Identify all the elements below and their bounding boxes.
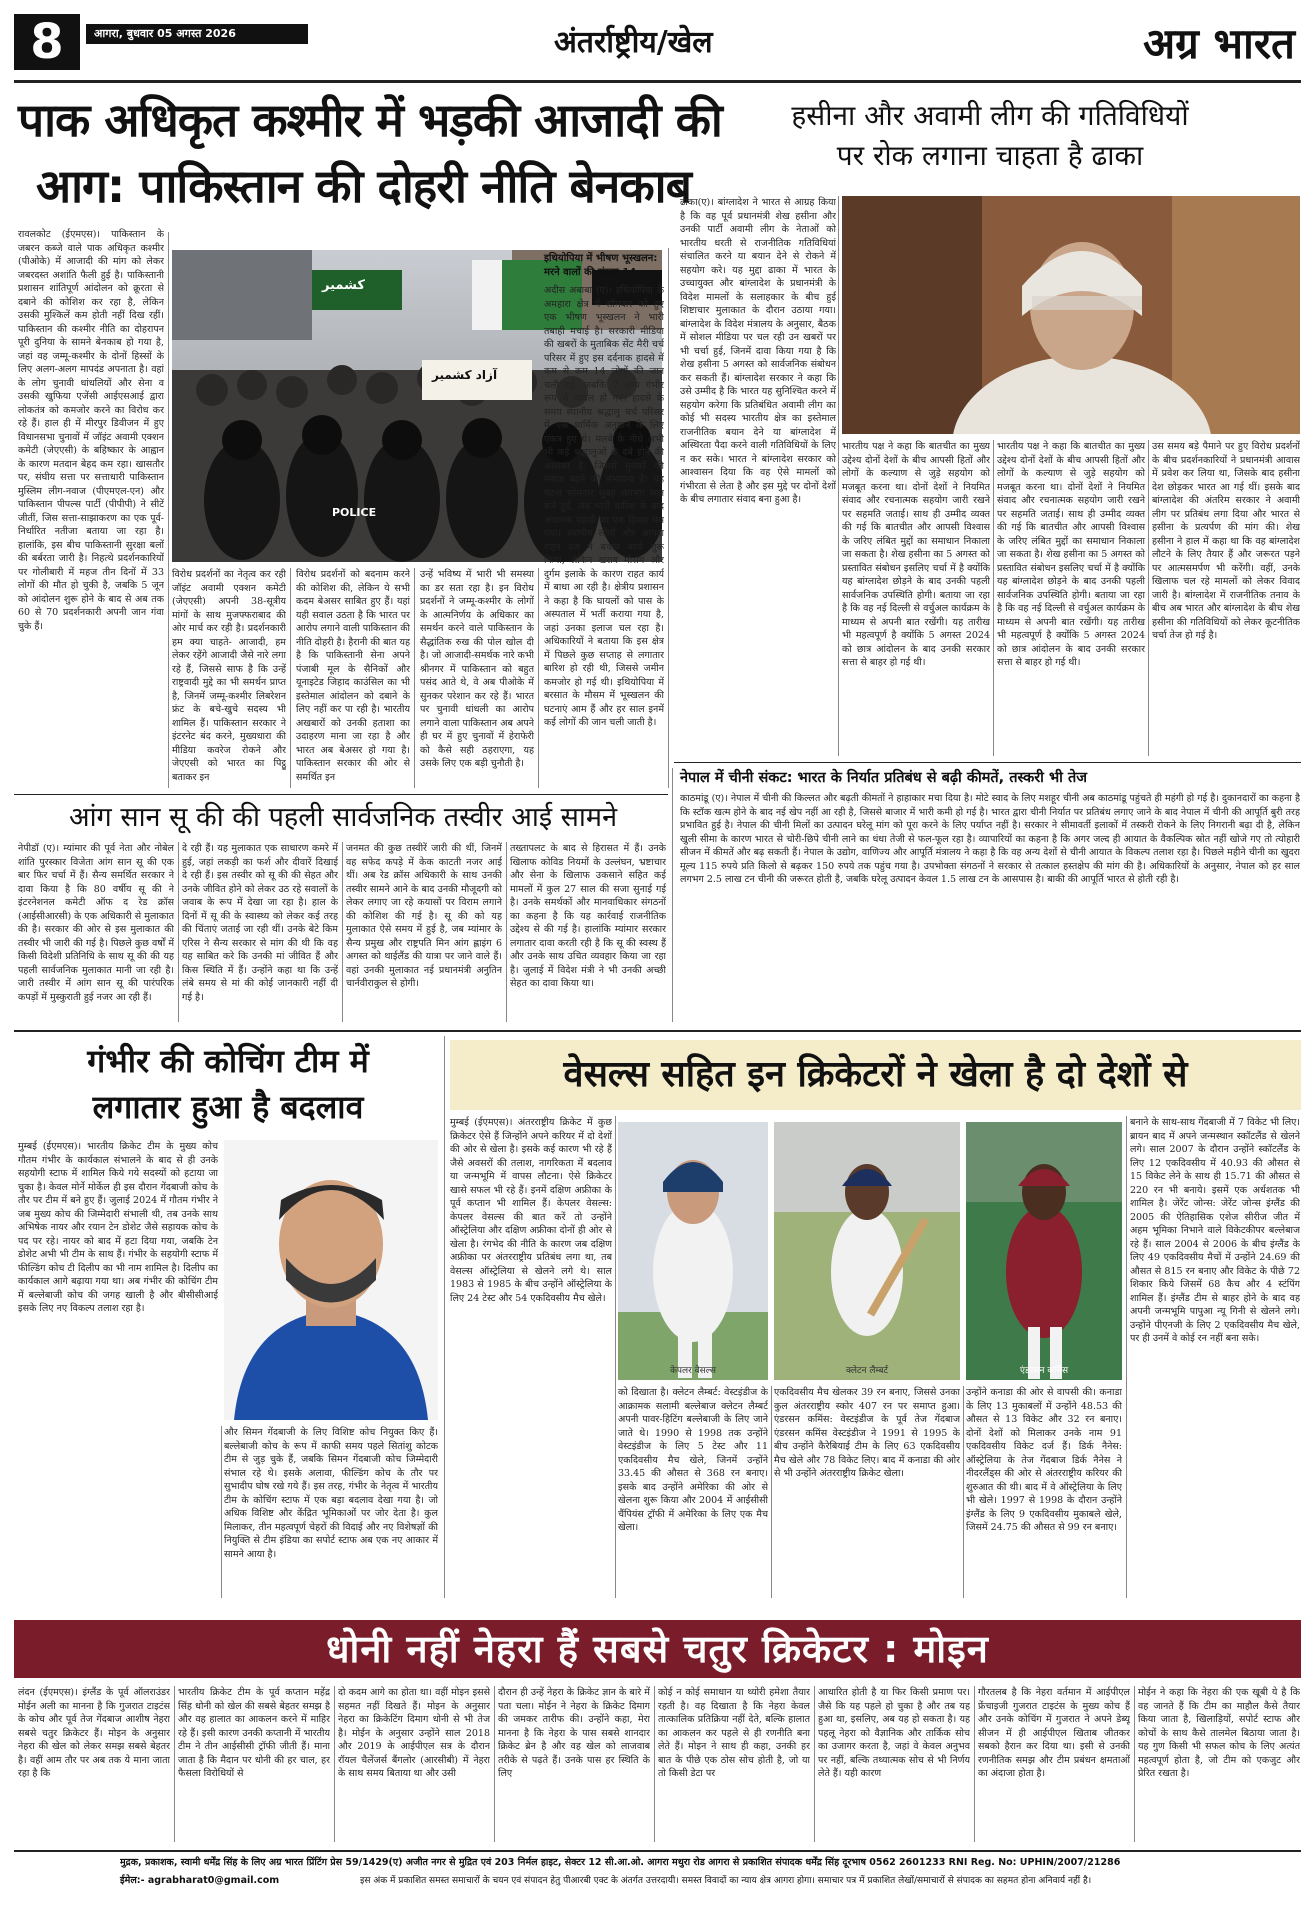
pok-headline-2: आग: पाकिस्तान की दोहरी नीति बेनकाब xyxy=(36,159,691,213)
dhoni-rule-2 xyxy=(334,1686,335,1842)
dhoni-banner xyxy=(14,1620,1301,1678)
pok-col-rule-1 xyxy=(168,232,169,788)
masthead xyxy=(14,14,1301,76)
hasina-col-rule-2 xyxy=(993,440,994,756)
dhoni-rule-7 xyxy=(1134,1686,1135,1842)
gambhir-headline-1: गंभीर की कोचिंग टीम में xyxy=(87,1042,369,1080)
pok-headline-1: पाक अधिकृत कश्मीर में भड़की आजादी की xyxy=(18,93,722,147)
wessels-headline: वेसल्स सहित इन क्रिकेटरों ने खेला है दो देशों से xyxy=(563,1054,1188,1095)
wessels-rule-4 xyxy=(1126,1116,1127,1598)
pok-col-rule-3 xyxy=(414,568,415,788)
page-number: 8 xyxy=(14,14,80,70)
dhoni-rule-1 xyxy=(174,1686,175,1842)
police-label: POLICE xyxy=(332,506,377,519)
suukyi-top-rule xyxy=(14,794,668,795)
gambhir-wessels-rule xyxy=(444,1036,445,1598)
gambhir-col1-text: मुम्बई (ईएमएस)। भारतीय क्रिकेट टीम के मुख्य कोच गौतम गंभीर के कार्यकाल संभालने के बाद से ही उनके सहयोगी स्टाफ में शामिल किये गये सदस्यों को हटाया जा चुका है। केवल मोर्ने मोर्केल ही इस दौरान गेंदबाजी कोच के तौर पर टीम में बने हुए हैं। जुलाई 2024 में गौतम गंभीर ने जब मुख्य कोच की जिम्मेदारी संभाली थी, तब उनके साथ अभिषेक नायर और रयान टेन डोशेट जैसे सहायक कोच के पद पर रहे। नायर को बाद में हटा दिया गया, जबकि टेन डोशेट अभी भी टीम के साथ हैं। गंभीर के सहयोगी स्टाफ में फील्डिंग कोच टी दिलीप का भी नाम शामिल है। दिलीप का कार्यकाल आगे बढ़ाया गया था। अब गंभीर की कोचिंग टीम में बल्लेबाजी कोच की जगह खाली है और बीसीसीआई इसके लिए नए विकल्प तलाश रहा है। xyxy=(18,1141,218,1314)
pok-col4-text: उन्हें भविष्य में भारी भी समस्या का डर सता रहा है। इन विरोध प्रदर्शनों ने जम्मू-कश्मीर के लोगों के आत्मनिर्णय के अधिकार का समर्थन करने वाले पाकिस्तान के सैद्धांतिक रुख की पोल खोल दी है। जो आजादी-समर्थक नारे कभी श्रीनगर में पाकिस्तान को बहुत पसंद आते थे, वे अब पीओके में सुनकर परेशान कर रहे हैं। भारत पर चुनावी धांधली का आरोप लगाने वाला पाकिस्तान अब अपने ही घर में हुए चुनावों में हेराफेरी को कैसे सही ठहराएगा, यह उसके लिए एक बड़ी चुनौती है। xyxy=(420,569,534,769)
wessels-caption: केपलर वेसल्स xyxy=(669,1366,716,1376)
suukyi-rule-3 xyxy=(506,842,507,1022)
suukyi-col1-text: नेपीडॉ (ए)। म्यांमार की पूर्व नेता और नोबेल शांति पुरस्कार विजेता आंग सान सू की एक बार फिर चर्चा में हैं। सैन्य समर्थित सरकार ने दावा किया है कि 80 वर्षीय सू की ने इंटरनेशनल कमेटी ऑफ द रेड क्रॉस (आईसीआरसी) के एक अधिकारी से मुलाकात की है। सरकार की ओर से इस मुलाकात की तस्वीर भी जारी की गई है। पिछले कुछ वर्षों में किसी विदेशी प्रतिनिधि के साथ सू की की यह पहली सार्वजनिक मुलाकात मानी जा रही है। जारी तस्वीर में आंग सान सू की पारंपरिक कपड़ों में मुस्कुराती हुई नजर आ रही हैं। xyxy=(18,843,174,1003)
dhoni-rule-4 xyxy=(654,1686,655,1842)
dhoni-col8-text: मोईन ने कहा कि नेहरा की एक खूबी ये है कि वह जानते हैं कि टीम का माहौल कैसे तैयार किया जाता है, खिलाड़ियों, सपोर्ट स्टाफ और कोचों के साथ कैसे तालमेल बिठाया जाता है। यह गुण किसी भी सफल कोच के लिए अत्यंत महत्वपूर्ण होता है, जो टीम को एकजुट और प्रेरित रखता है। xyxy=(1138,1687,1300,1779)
gambhir-col2-text: और सिमन गेंदबाजी के लिए विशिष्ट कोच नियुक्त किए हैं। बल्लेबाजी कोच के रूप में काफी समय पहले सितांशु कोटक टीम से जुड़ चुके हैं, जबकि सिमन गेंदबाजी कोच जिम्मेदारी संभाल रहे थे। इसके अलावा, फील्डिंग कोच के तौर पर सुभादीप घोष रखे गये हैं। इस तरह, गंभीर के नेतृत्व में भारतीय टीम के कोचिंग स्टाफ में एक बड़ा बदलाव देखा गया है। जो अधिक विशिष्ट और केंद्रित भूमिकाओं पर जोर देता है। कुल मिलाकर, तीन महत्वपूर्ण चेहरों की विदाई और नए विशेषज्ञों की नियुक्ति से टीम इंडिया का सपोर्ट स्टाफ अब एक नए आकार में सामने आया है। xyxy=(224,1427,438,1560)
dhoni-col4-text: दौरान ही उन्हें नेहरा के क्रिकेट ज्ञान के बारे में पता चला। मोईन ने नेहरा के क्रिकेट दिमाग की जमकर तारीफ की। उन्होंने कहा, मेरा मानना है कि नेहरा के पास सबसे शानदार क्रिकेट ब्रेन है और वह खेल को लाजवाब तरीके से पढ़ते हैं। उनके पास हर स्थिति के लिए xyxy=(498,1687,650,1779)
hasina-col-rule-3 xyxy=(1148,440,1149,756)
ethiopia-headline: इथियोपिया में भीषण भूस्खलन: मरने वालों की संख्या 14 xyxy=(544,253,658,278)
dhoni-col1-text: लंदन (ईएमएस)। इंग्लैंड के पूर्व ऑलराउंडर मोईन अली का मानना है कि गुजरात टाइटंस के कोच और पूर्व तेज गेंदबाज आशीष नेहरा सबसे चतुर क्रिकेटर हैं। मोइन के अनुसार नेहरा की खेल को लेकर समझ सबसे बेहतर है। वहीं आम तौर पर अब तक ये माना जाता रहा है कि xyxy=(18,1687,170,1779)
footer-disclaimer: इस अंक में प्रकाशित समस्त समाचारों के चयन एवं संपादन हेतु पीआरबी एक्ट के अंतर्गत उत्तरदायी। समस्त विवादों का न्याय क्षेत्र आगरा होगा। समाचार पत्र में प्रकाशित लेखों/समाचारों से संपादक का सहमत होना अनिवार्य नहीं है। xyxy=(360,1876,1092,1886)
dhoni-col2-text: भारतीय क्रिकेट टीम के पूर्व कप्तान महेंद्र सिंह धोनी को खेल की सबसे बेहतर समझ है और वह हालात का आकलन करने में माहिर रहे हैं। इसी कारण उनकी कप्तानी में भारतीय टीम ने तीन आईसीसी ट्रॉफी जीती हैं। माना जाता है कि मैदान पर धोनी की हर चाल, हर फैसला विरोधियों से xyxy=(178,1687,330,1779)
cummins-caption: एंडरसन कमिंस xyxy=(1019,1366,1069,1376)
pok-col2-text: विरोध प्रदर्शनों का नेतृत्व कर रही जॉइंट अवामी एक्शन कमेटी (जेएएसी) अपनी 38-सूत्रीय मांगों के साथ मुजफ्फराबाद की ओर मार्च कर रही है। प्रदर्शनकारी हम क्या चाहते- आजादी, हम लेकर रहेंगे आजादी जैसे नारे लगा रहे हैं, जिससे साफ है कि उन्हें राष्ट्रवादी मुद्दे का भी समर्थन प्राप्त है, जिनमें जम्मू-कश्मीर लिबरेशन फ्रंट के बचे-खुचे सदस्य भी शामिल हैं। पाकिस्तान सरकार ने इंटरनेट बंद करने, मुख्यधारा की मीडिया कवरेज रोकने और जेएएसी को भारत का पिट्ठू बताकर इन xyxy=(172,569,286,783)
suukyi-headline: आंग सान सू की की पहली सार्वजनिक तस्वीर आई सामने xyxy=(68,802,618,833)
wessels-player-illustration xyxy=(618,1122,768,1380)
nepal-headline: नेपाल में चीनी संकट: भारत के निर्यात प्रतिबंध से बढ़ी कीमतें, तस्करी भी तेज xyxy=(680,770,1087,786)
lambert-caption: क्लेटन लैम्बर्ट xyxy=(845,1366,889,1376)
pok-col-rule-4 xyxy=(538,568,539,788)
wessels-col3-text: एकदिवसीय मैच खेलकर 39 रन बनाए, जिससे उनका कुल अंतरराष्ट्रीय स्कोर 407 रन पर समाप्त हुआ। एंडरसन कमिंस: वेस्टइंडीज के पूर्व तेज गेंदबाज एंडरसन कमिंस वेस्टइंडीज ने 1991 से 1995 के बीच उन्होंने कैरेबियाई टीम के लिए 63 एकदिवसीय मैच खेले और 78 विकेट लिए। बाद में कनाडा की ओर से भी उन्होंने अंतरराष्ट्रीय क्रिकेट खेला। xyxy=(774,1387,960,1479)
hasina-portrait-illustration xyxy=(842,196,1300,434)
wessels-rule-1 xyxy=(615,1116,616,1598)
dhoni-col7-text: गौरतलब है कि नेहरा वर्तमान में आईपीएल फ्रेंचाइजी गुजरात टाइटंस के मुख्य कोच हैं और उनके कोचिंग में गुजरात ने अपने डेब्यू सीजन में ही आईपीएल खिताब जीतकर सबको हैरान कर दिया था। इसी से उनकी रणनीतिक समझ और टीम प्रबंधन क्षमताओं का अंदाजा होता है। xyxy=(978,1687,1130,1779)
dateline: आगरा, बुधवार 05 अगस्त 2026 xyxy=(94,27,236,40)
dhoni-rule-5 xyxy=(814,1686,815,1842)
lambert-player-illustration xyxy=(774,1122,960,1380)
nepal-top-rule xyxy=(674,762,1301,763)
gambhir-headline-2: लगातार हुआ है बदलाव xyxy=(92,1088,364,1126)
hasina-col-rule-1 xyxy=(838,196,839,756)
hasina-col2-text: भारतीय पक्ष ने कहा कि बातचीत का मुख्य उद्देश्य दोनों देशों के बीच आपसी हितों और लोगों के कल्याण से जुड़े सहयोग को मजबूत करना था। दोनों देशों ने नियमित संवाद और रचनात्मक सहयोग जारी रखने पर सहमति जताई। साथ ही उम्मीद व्यक्त की गई कि बातचीत और आपसी विश्वास के जरिए लंबित मुद्दों का समाधान निकाला जा सकता है। शेख हसीना का 5 अगस्त को प्रस्तावित संबोधन इसलिए चर्चा में है क्योंकि यह बांग्लादेश छोड़ने के बाद उनकी पहली सार्वजनिक उपस्थिति होगी। बताया जा रहा है कि वह नई दिल्ली से वर्चुअल कार्यक्रम के माध्यम से अपनी बात रखेंगी। यह तारीख भी महत्वपूर्ण है क्योंकि 5 अगस्त 2024 को छात्र आंदोलन के बाद उनकी सरकार सत्ता से बाहर हो गई थी। xyxy=(842,441,990,668)
footer-imprint: मुद्रक, प्रकाशक, स्वामी धर्मेंद्र सिंह के लिए अग्र भारत प्रिंटिंग प्रेस 59/1429(ए) अजीत नगर से मुद्रित एवं 203 निर्मल हाइट, सेक्टर 12 सी.आ.ओ. आगरा मथुरा रोड आगरा से प्रकाशित संपादक धर्मेंद्र सिंह दूरभाष 0562 2601233 RNI Reg. No: UPHIN/2007/21286 xyxy=(120,1857,1121,1868)
dhoni-headline: धोनी नहीं नेहरा हैं सबसे चतुर क्रिकेटर : मोइन xyxy=(326,1627,989,1671)
suukyi-rule-4 xyxy=(672,768,673,1022)
footer-email: ईमेल:- agrabharat0@gmail.com xyxy=(120,1875,280,1886)
nepal-body: काठमांडू (ए)। नेपाल में चीनी की किल्लत और बढ़ती कीमतों ने हाहाकार मचा दिया है। मोटे स्वाद के लिए मशहूर चीनी अब काठमांडू पहुंचते ही महंगी हो गई है। दुकानदारों का कहना है कि स्टॉक खत्म होने के बाद नई खेप नहीं आ रही है, जिससे बाजार में भारी कमी हो गई है। भारत द्वारा चीनी निर्यात पर प्रतिबंध लगाए जाने के बाद नेपाल में चीनी की आपूर्ति बुरी तरह प्रभावित हुई है। नेपाल की चीनी मिलों का उत्पादन घरेलू मांग को पूरा करने के लिए पर्याप्त नहीं है। सरकार ने सीमावर्ती इलाकों में तस्करी रोकने के लिए निगरानी बढ़ा दी है, लेकिन खुली सीमा के कारण भारत से चोरी-छिपे चीनी लाने का धंधा तेजी से फल-फूल रहा है। व्यापारियों का कहना है कि अगर जल्द ही आयात के वैकल्पिक स्रोत नहीं खोजे गए तो त्योहारी सीजन में कीमतें और बढ़ सकती हैं। नेपाल के उद्योग, वाणिज्य और आपूर्ति मंत्रालय ने कहा है कि वह अन्य देशों से चीनी आयात के विकल्प तलाश रहा है। पिछले महीने चीनी का खुदरा मूल्य 115 रुपये प्रति किलो से बढ़कर 150 रुपये तक पहुंच गया है। उपभोक्ता संगठनों ने सरकार से तत्काल हस्तक्षेप की मांग की है। अधिकारियों के अनुसार, नेपाल को हर साल लगभग 2.5 लाख टन चीनी की जरूरत होती है, जबकि घरेलू उत्पादन केवल 1.5 लाख टन के आसपास है। बाकी की आपूर्ति भारत से होती रही है। xyxy=(680,793,1300,885)
suukyi-col4-text: तख्तापलट के बाद से हिरासत में हैं। उनके खिलाफ कोविड नियमों के उल्लंघन, भ्रष्टाचार और सेना के खिलाफ उकसाने सहित कई मामलों में कुल 27 साल की सजा सुनाई गई है। उनके समर्थकों और मानवाधिकार संगठनों का कहना है कि यह कार्रवाई राजनीतिक उद्देश्य से की गई है। हालांकि म्यांमार सरकार लगातार दावा करती रही है कि सू की स्वस्थ हैं और उनके साथ उचित व्यवहार किया जा रहा है। जुलाई में विदेश मंत्री ने भी उनकी अच्छी सेहत का दावा किया था। xyxy=(510,843,666,989)
gambhir-portrait-illustration xyxy=(224,1140,438,1420)
dhoni-col6-text: आधारित होती है या फिर किसी प्रमाण पर। जैसे कि यह पहले हो चुका है और तब यह हुआ था, इसलिए, अब यह हो सकता है। यह पहलू नेहरा को वैज्ञानिक और तार्किक सोच का उजागर करता है, जहां वे केवल अनुभव पर नहीं, बल्कि तथ्यात्मक सोच से भी निर्णय लेते हैं। यही कारण xyxy=(818,1687,970,1779)
hasina-headline-2: पर रोक लगाना चाहता है ढाका xyxy=(836,139,1144,172)
pok-col3-text: विरोध प्रदर्शनों को बदनाम करने की कोशिश की, लेकिन ये सभी कदम बेअसर साबित हुए हैं। यहां यही सवाल उठता है कि भारत पर आरोप लगाने वाली पाकिस्तान की नीति दोहरी है। हैरानी की बात यह है कि पाकिस्तानी सेना अपने पंजाबी मूल के सैनिकों और यूनाइटेड जिहाद काउंसिल का भी इस्तेमाल आंदोलन को दबाने के लिए नहीं कर पा रही है। भारतीय अखबारों को उनकी हताशा का उदाहरण माना जा रहा है और भारत अब बेअसर हो गया है। पाकिस्तान सरकार की ओर से समर्थित इन xyxy=(296,569,410,783)
gambhir-photo xyxy=(224,1140,438,1420)
wessels-photo xyxy=(618,1122,768,1380)
wessels-col4-text: उन्होंने कनाडा की ओर से वापसी की। कनाडा के लिए 13 मुकाबलों में उन्होंने 48.53 की औसत से 13 विकेट और 32 रन बनाए। दोनों देशों को मिलाकर उनके नाम 91 एकदिवसीय विकेट दर्ज हैं। डिर्क नैनेस: ऑस्ट्रेलिया के तेज गेंदबाज डिर्क नैनेस ने नीदरलैंड्स की ओर से अंतरराष्ट्रीय करियर की शुरुआत की थी। बाद में वे ऑस्ट्रेलिया के लिए भी खेले। 1997 से 1998 के दौरान उन्होंने इंग्लैंड के लिए 9 एकदिवसीय मुकाबले खेले, जिसमें 24.75 की औसत से 99 रन बनाए। xyxy=(966,1387,1122,1533)
pok-lead-text: रावलकोट (ईएमएस)। पाकिस्तान के जबरन कब्जे वाले पाक अधिकृत कश्मीर (पीओके) में आजादी की मांग को लेकर जबरदस्त अशांति फैली हुई है। पाकिस्तानी प्रशासन शांतिपूर्ण आंदोलन को क्रूरता से दबाने की कोशिश कर रहा है, लेकिन उसकी मुश्किलें कम होती नहीं दिख रहीं। पाकिस्तान की कश्मीर नीति का दोहरापन पूरी दुनिया के सामने बेनकाब हो गया है, जहां वह जम्मू-कश्मीर के दोनों हिस्सों के लिए अलग-अलग मापदंड अपनाता है। वहां के लोग चुनावी धांधलियों और सेना व उसकी खुफिया एजेंसी आईएसआई द्वारा लोकतंत्र को कमजोर करने का विरोध कर रहे हैं। हाल ही में मीरपुर डिवीजन में हुए विधानसभा चुनावों में जॉइंट अवामी एक्शन कमेटी (जेएएसी) के बहिष्कार के आह्वान के कारण मतदान बेहद कम रहा। खासतौर पर, संघीय सत्ता पर सत्ताधारी पाकिस्तान मुस्लिम लीग-नवाज (पीएमएल-एन) और पाकिस्तान पीपल्स पार्टी (पीपीपी) ने सीटें जीतीं, जिस सत्ता-साझाकरण का एक पूर्व-निर्धारित नतीजा बताया जा रहा है। हालांकि, इस बीच पाकिस्तानी सुरक्षा बलों की बर्बरता जारी है। निहत्थे प्रदर्शनकारियों पर गोलीबारी में महज तीन दिनों में 33 लोगों की मौत हो चुकी है, जबकि 5 जून को आंदोलन शुरू होने के बाद से अब तक 60 से 70 प्रदर्शनकारी अपनी जान गंवा चुके हैं। xyxy=(18,229,164,632)
banner-label-1: کشمیر xyxy=(322,278,365,293)
pok-col-rule-5 xyxy=(668,248,669,788)
hasina-col1-text: ढाका(ए)। बांग्लादेश ने भारत से आग्रह किया है कि वह पूर्व प्रधानमंत्री शेख हसीना और उनकी पार्टी अवामी लीग के नेताओं को भारतीय धरती से राजनीतिक गतिविधियां संचालित करने या बयान देने से रोकने में सहयोग करे। यह मुद्दा ढाका में भारत के उच्चायुक्त और बांग्लादेश के प्रधानमंत्री के विदेश मामलों के सलाहकार के बीच हुई शिष्टाचार मुलाकात के दौरान उठाया गया। बांग्लादेश के विदेश मंत्रालय के अनुसार, बैठक में सोशल मीडिया पर चल रही उन खबरों पर भी चर्चा हुई, जिनमें दावा किया गया है कि शेख हसीना 5 अगस्त को सार्वजनिक संबोधन कर सकती हैं। बांग्लादेश सरकार ने कहा कि उसे उम्मीद है कि भारत यह सुनिश्चित करने में सहयोग करेगा कि प्रतिबंधित अवामी लीग का कोई भी सदस्य भारतीय क्षेत्र का इस्तेमाल राजनीतिक बयान देने या बांग्लादेश में अस्थिरता पैदा करने वाली गतिविधियों के लिए न कर सके। भारत ने बांग्लादेश सरकार को आश्वासन दिया कि वह ऐसे मामलों को गंभीरता से लेता है और इस मुद्दे पर दोनों देशों के बीच लगातार संवाद बना हुआ है। xyxy=(680,197,836,505)
lambert-photo xyxy=(774,1122,960,1380)
suukyi-col3-text: जनमत की कुछ तस्वीरें जारी की थीं, जिनमें वह सफेद कपड़े में केक काटती नजर आई थीं। अब रेड क्रॉस अधिकारी के साथ उनकी तस्वीर सामने आने के बाद उनकी मौजूदगी को लेकर लगाए जा रहे कयासों पर विराम लगाने की कोशिश की गई है। सू की को यह मुलाकात ऐसे समय में हुई है, जब म्यांमार के सैन्य प्रमुख और राष्ट्रपति मिन आंग ह्लाइंग 6 अगस्त को थाईलैंड की यात्रा पर जाने वाले हैं। वहां उनकी मुलाकात नई प्रधानमंत्री अनुतिन चार्नवीराकुल से होगी। xyxy=(346,843,502,989)
section-title: अंतर्राष्ट्रीय/खेल xyxy=(554,25,713,60)
cummins-photo xyxy=(966,1122,1122,1380)
hasina-col2b-text: भारतीय पक्ष ने कहा कि बातचीत का मुख्य उद्देश्य दोनों देशों के बीच आपसी हितों और लोगों के कल्याण से जुड़े सहयोग को मजबूत करना था। दोनों देशों ने नियमित संवाद और रचनात्मक सहयोग जारी रखने पर सहमति जताई। साथ ही उम्मीद व्यक्त की गई कि बातचीत और आपसी विश्वास के जरिए लंबित मुद्दों का समाधान निकाला जा सकता है। शेख हसीना का 5 अगस्त को प्रस्तावित संबोधन इसलिए चर्चा में है क्योंकि यह बांग्लादेश छोड़ने के बाद उनकी पहली सार्वजनिक उपस्थिति होगी। बताया जा रहा है कि वह नई दिल्ली से वर्चुअल कार्यक्रम के माध्यम से अपनी बात रखेंगी। यह तारीख भी महत्वपूर्ण है क्योंकि 5 अगस्त 2024 को छात्र आंदोलन के बाद उनकी सरकार सत्ता से बाहर हो गई थी। xyxy=(997,441,1145,668)
banner-label-2: آزاد کشمیر xyxy=(432,368,498,382)
wessels-col5-text: बनाने के साथ-साथ गेंदबाजी में 7 विकेट भी लिए। ब्रायन बाद में अपने जन्मस्थान स्कॉटलैंड से खेलने लगे। साल 2007 के दौरान उन्होंने स्कॉटलैंड के लिए 12 एकदिवसीय में 40.93 की औसत से 15 विकेट लेने के साथ ही 15.71 की औसत से 220 रन भी बनाये। इसमें एक अर्धशतक भी शामिल है। जेरेंट जोन्स: जेरेंट जोन्स इंग्लैंड की 2005 की ऐतिहासिक एशेज सीरीज जीत में अहम भूमिका निभाने वाले विकेटकीपर बल्लेबाज रहे हैं। साल 2004 से 2006 के बीच इंग्लैंड के लिए 49 एकदिवसीय मैचों में उन्होंने 24.69 की औसत से 815 रन बनाए और विकेट के पीछे 72 शिकार किये जिसमें 68 कैच और 4 स्टंपिंग शामिल हैं। इंग्लैंड टीम से बाहर होने के बाद वह अपनी जन्मभूमि पापुआ न्यू गिनी से खेलने लगे। उन्होंने पीएनजी के लिए 2 एकदिवसीय मैच खेले, पर ही उनमें वे कोई रन नहीं बना सके। xyxy=(1130,1117,1300,1344)
hasina-headline-1: हसीना और अवामी लीग की गतिविधियों xyxy=(791,99,1189,132)
pok-col-rule-2 xyxy=(290,568,291,788)
cummins-player-illustration xyxy=(966,1122,1122,1380)
gambhir-rule xyxy=(221,1426,222,1598)
paper-name: अग्र भारत xyxy=(1143,19,1295,68)
dhoni-rule-6 xyxy=(974,1686,975,1842)
wessels-rule-2 xyxy=(771,1386,772,1598)
suukyi-col2-text: दे रही हैं। यह मुलाकात एक साधारण कमरे में हुई, जहां लकड़ी का फर्श और दीवारें दिखाई दे रही हैं। इस तस्वीर को सू की की सेहत और उनके जीवित होने को लेकर उठ रहे सवालों के जवाब के रूप में देखा जा रहा है। हाल के दिनों में सू की के स्वास्थ्य को लेकर कई तरह की चिंताएं जताई जा रही थीं। उनके बेटे किम एरिस ने सैन्य सरकार से मांग की थी कि वह यह साबित करे कि उनकी मां जीवित हैं और किस स्थिति में हैं। उन्होंने कहा था कि उन्हें लंबे समय से मां की कोई जानकारी नहीं दी गई है। xyxy=(182,843,338,1003)
hasina-col3-text: उस समय बड़े पैमाने पर हुए विरोध प्रदर्शनों के बीच प्रदर्शनकारियों ने प्रधानमंत्री आवास में प्रवेश कर लिया था, जिसके बाद हसीना देश छोड़कर भारत आ गई थीं। इसके बाद बांग्लादेश की अंतरिम सरकार ने अवामी लीग पर प्रतिबंध लगा दिया और भारत से हसीना के प्रत्यर्पण की मांग की। शेख हसीना ने हाल में कहा था कि वह बांग्लादेश लौटने के लिए तैयार हैं और जरूरत पड़ने पर आत्मसमर्पण भी करेंगी। वहीं, उनके खिलाफ चल रहे मामलों को लेकर विवाद जारी है। बांग्लादेश में राजनीतिक तनाव के बीच अब भारत और बांग्लादेश के बीच शेख हसीना की गतिविधियों को लेकर कूटनीतिक चर्चा तेज हो गई है। xyxy=(1152,441,1300,641)
dhoni-col3-text: दो कदम आगे का होता था। वहीं मोइन इससे सहमत नहीं दिखते हैं। मोइन के अनुसार नेहरा का क्रिकेटिंग दिमाग धोनी से भी तेज है। मोईन के अनुसार उन्होंने साल 2018 और 2019 के आईपीएल सत्र के दौरान रॉयल चैलेंजर्स बैंगलोर (आरसीबी) में नेहरा के साथ समय बिताया था और उसी xyxy=(338,1687,490,1779)
dhoni-col5-text: कोई न कोई समाधान या थ्योरी हमेशा तैयार रहती है। वह दिखाता है कि नेहरा केवल तात्कालिक प्रतिक्रिया नहीं देते, बल्कि हालात का आकलन कर पहले से ही रणनीति बना लेते हैं। मोइन ने साथ ही कहा, उनकी हर बात के पीछे एक ठोस सोच होती है, जो या तो किसी डेटा पर xyxy=(658,1687,810,1779)
wessels-col1-text: मुम्बई (ईएमएस)। अंतरराष्ट्रीय क्रिकेट में कुछ क्रिकेटर ऐसे हैं जिन्होंने अपने करियर में दो देशों की ओर से खेला है। इसके कई कारण भी रहे हैं जैसे अवसरों की तलाश, नागरिकता में बदलाव या जन्मभूमि में वापस लौटना। ऐसे क्रिकेटर खासे सफल भी रहे हैं। इनमें दक्षिण अफ्रीका के पूर्व कप्तान भी शामिल हैं। केपलर वेसल्स: केपलर वेसल्स की बात करें तो उन्होंने ऑस्ट्रेलिया और दक्षिण अफ्रीका दोनों ही ओर से खेला है। रंगभेद की नीति के कारण जब दक्षिण अफ्रीका पर अंतरराष्ट्रीय प्रतिबंध लगा था, तब वेसल्स ऑस्ट्रेलिया से खेलने लगे थे। साल 1983 से 1985 के बीच उन्होंने ऑस्ट्रेलिया के लिए 24 टेस्ट और 54 एकदिवसीय मैच खेले। xyxy=(450,1117,612,1304)
suukyi-rule-2 xyxy=(342,842,343,1022)
footer-rule xyxy=(14,1850,1301,1852)
ethiopia-body: अदीस अबाबा (ए)। इथियोपिया के अमहारा क्षेत्र में सोमवार को हुए एक भीषण भूस्खलन ने भारी तबाही मचाई है। सरकारी मीडिया की खबरों के मुताबिक सेंट मैरी चर्च परिसर में हुए इस दर्दनाक हादसे में कम से कम 14 लोगों की जान चली गई, जबकि 7 अन्य गंभीर रूप से घायल हो गए। हादसे के समय स्थानीय श्रद्धालु चर्च परिसर में एक धार्मिक अनुष्ठान के लिए एकत्र हुए थे। मलबे के नीचे अभी भी कई श्रद्धालुओं के दबे होने की आशंका है, जिससे मृतकों की संख्या बढ़ने की संभावना है। यह घटना सोमवार सुबह लगभग सात बजे हुई, जब भारी बारिश के बाद अचानक पहाड़ी का एक हिस्सा धंस गया। स्थानीय लोगों और आपदा राहत दल ने बचाव कार्य शुरू किया, लेकिन खराब मौसम और दुर्गम इलाके के कारण राहत कार्य में बाधा आ रही है। क्षेत्रीय प्रशासन ने कहा है कि घायलों को पास के अस्पताल में भर्ती कराया गया है, जहां उनका इलाज चल रहा है। अधिकारियों ने बताया कि इस क्षेत्र में पिछले कुछ सप्ताह से लगातार बारिश हो रही थी, जिससे जमीन कमजोर हो गई थी। इथियोपिया में बरसात के मौसम में भूस्खलन की घटनाएं आम हैं और हर साल इनमें कई लोगों की जान चली जाती है। xyxy=(544,285,664,728)
masthead-rule xyxy=(14,80,1301,83)
sports-top-rule xyxy=(14,1030,1301,1032)
wessels-col2-text: को दिखाता है। क्लेटन लैम्बर्ट: वेस्टइंडीज के आक्रामक सलामी बल्लेबाज क्लेटन लैम्बर्ट अपनी पावर-हिटिंग बल्लेबाजी के लिए जाने जाते थे। 1990 से 1998 तक उन्होंने वेस्टइंडीज के लिए 5 टेस्ट और 11 एकदिवसीय मैच खेले, जिनमें उन्होंने 33.45 की औसत से 368 रन बनाए। इसके बाद उन्होंने अमेरिका की ओर से खेलना शुरू किया और 2004 में आईसीसी चैंपियंस ट्रॉफी में अमेरिका के लिए एक मैच खेला। xyxy=(618,1387,768,1533)
dhoni-rule-3 xyxy=(494,1686,495,1842)
wessels-rule-3 xyxy=(963,1386,964,1598)
suukyi-rule-1 xyxy=(178,842,179,1022)
hasina-photo xyxy=(842,196,1300,434)
